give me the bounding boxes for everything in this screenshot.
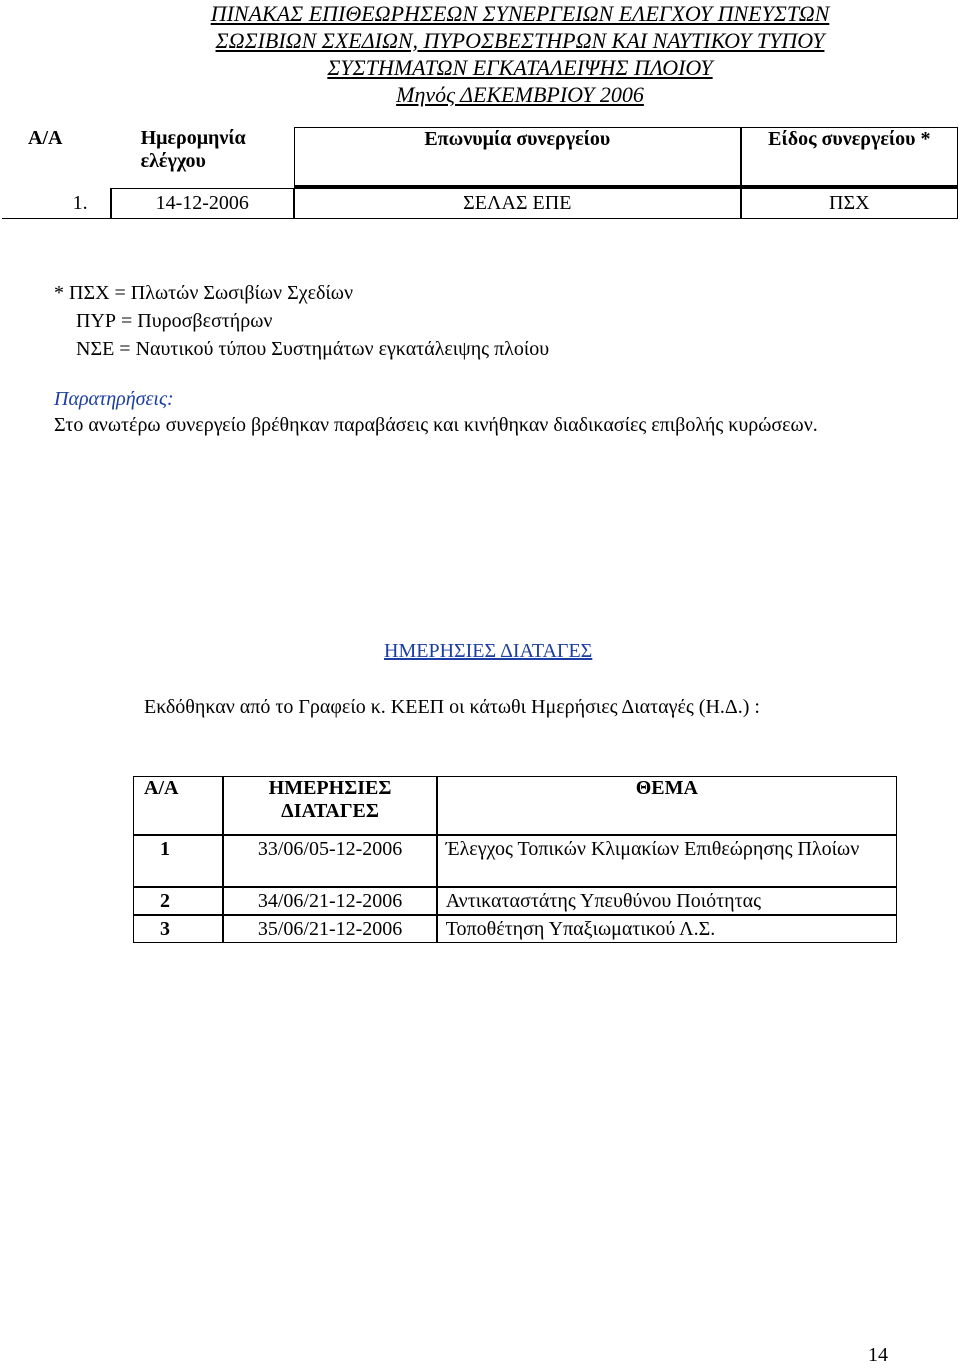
dir-cell-subject: Τοποθέτηση Υπαξιωματικού Λ.Σ. (437, 915, 897, 943)
cell-date: 14-12-2006 (111, 188, 294, 219)
dir-cell-directive: 35/06/21-12-2006 (223, 915, 436, 943)
legend-psx: * ΠΣΧ = Πλωτών Σωσιβίων Σχεδίων (54, 282, 354, 304)
header-aa: Α/Α (28, 127, 63, 149)
dir-cell-aa: 2 (133, 887, 223, 915)
table-row (133, 915, 897, 943)
header-name: Επωνυμία συνεργείου (294, 127, 741, 188)
directives-table (133, 776, 897, 943)
dir-cell-subject: Έλεγχος Τοπικών Κλιμακίων Επιθεώρησης Πλοίων (437, 835, 897, 887)
cell-type: ΠΣΧ (741, 188, 958, 219)
remarks-text: Στο ανωτέρω συνεργείο βρέθηκαν παραβάσεις και κινήθηκαν διαδικασίες επιβολής κυρώσεων. (54, 414, 818, 436)
legend-nse: ΝΣΕ = Ναυτικού τύπου Συστημάτων εγκατάλειψης πλοίου (76, 338, 550, 360)
title-line-3: ΣΥΣΤΗΜΑΤΩΝ ΕΓΚΑΤΑΛΕΙΨΗΣ ΠΛΟΙΟΥ (327, 55, 713, 80)
cell-aa: 1. (2, 188, 111, 219)
remarks-label: Παρατηρήσεις: (54, 388, 174, 410)
dir-cell-directive: 33/06/05-12-2006 (223, 835, 436, 887)
inspections-header-row (2, 127, 958, 188)
header-date: Ημερομηνία ελέγχου (140, 127, 246, 172)
header-type: Είδος συνεργείου * (741, 127, 958, 188)
directives-title: ΗΜΕΡΗΣΙΕΣ ΔΙΑΤΑΓΕΣ (384, 640, 593, 662)
dir-cell-aa: 1 (133, 835, 223, 887)
cell-name: ΣΕΛΑΣ ΕΠΕ (294, 188, 741, 219)
dir-header-subject: ΘΕΜΑ (437, 776, 897, 835)
inspections-table (2, 127, 958, 219)
page-number: 14 (868, 1344, 888, 1366)
title-line-4: Μηνός ΔΕΚΕΜΒΡΙΟΥ 2006 (396, 82, 644, 107)
title-line-2: ΣΩΣΙΒΙΩΝ ΣΧΕΔΙΩΝ, ΠΥΡΟΣΒΕΣΤΗΡΩΝ ΚΑΙ ΝΑΥΤΙΚΟΥ ΤΥΠΟΥ (215, 28, 825, 53)
legend (54, 279, 549, 363)
directives-intro: Εκδόθηκαν από το Γραφείο κ. ΚΕΕΠ οι κάτωθι Ημερήσιες Διαταγές (Η.Δ.) : (144, 696, 760, 718)
title-line-1: ΠΙΝΑΚΑΣ ΕΠΙΘΕΩΡΗΣΕΩΝ ΣΥΝΕΡΓΕΙΩΝ ΕΛΕΓΧΟΥ ΠΝΕΥΣΤΩΝ (210, 1, 830, 26)
dir-cell-aa: 3 (133, 915, 223, 943)
dir-cell-directive: 34/06/21-12-2006 (223, 887, 436, 915)
dir-header-directive: ΗΜΕΡΗΣΙΕΣ ΔΙΑΤΑΓΕΣ (223, 776, 436, 835)
table-row (133, 887, 897, 915)
document-title (140, 0, 900, 108)
legend-pyr: ΠΥΡ = Πυροσβεστήρων (76, 310, 273, 332)
table-row (2, 188, 958, 219)
dir-header-aa: Α/Α (133, 776, 223, 835)
directives-header-row (133, 776, 897, 835)
dir-cell-subject: Αντικαταστάτης Υπευθύνου Ποιότητας (437, 887, 897, 915)
table-row (133, 835, 897, 887)
